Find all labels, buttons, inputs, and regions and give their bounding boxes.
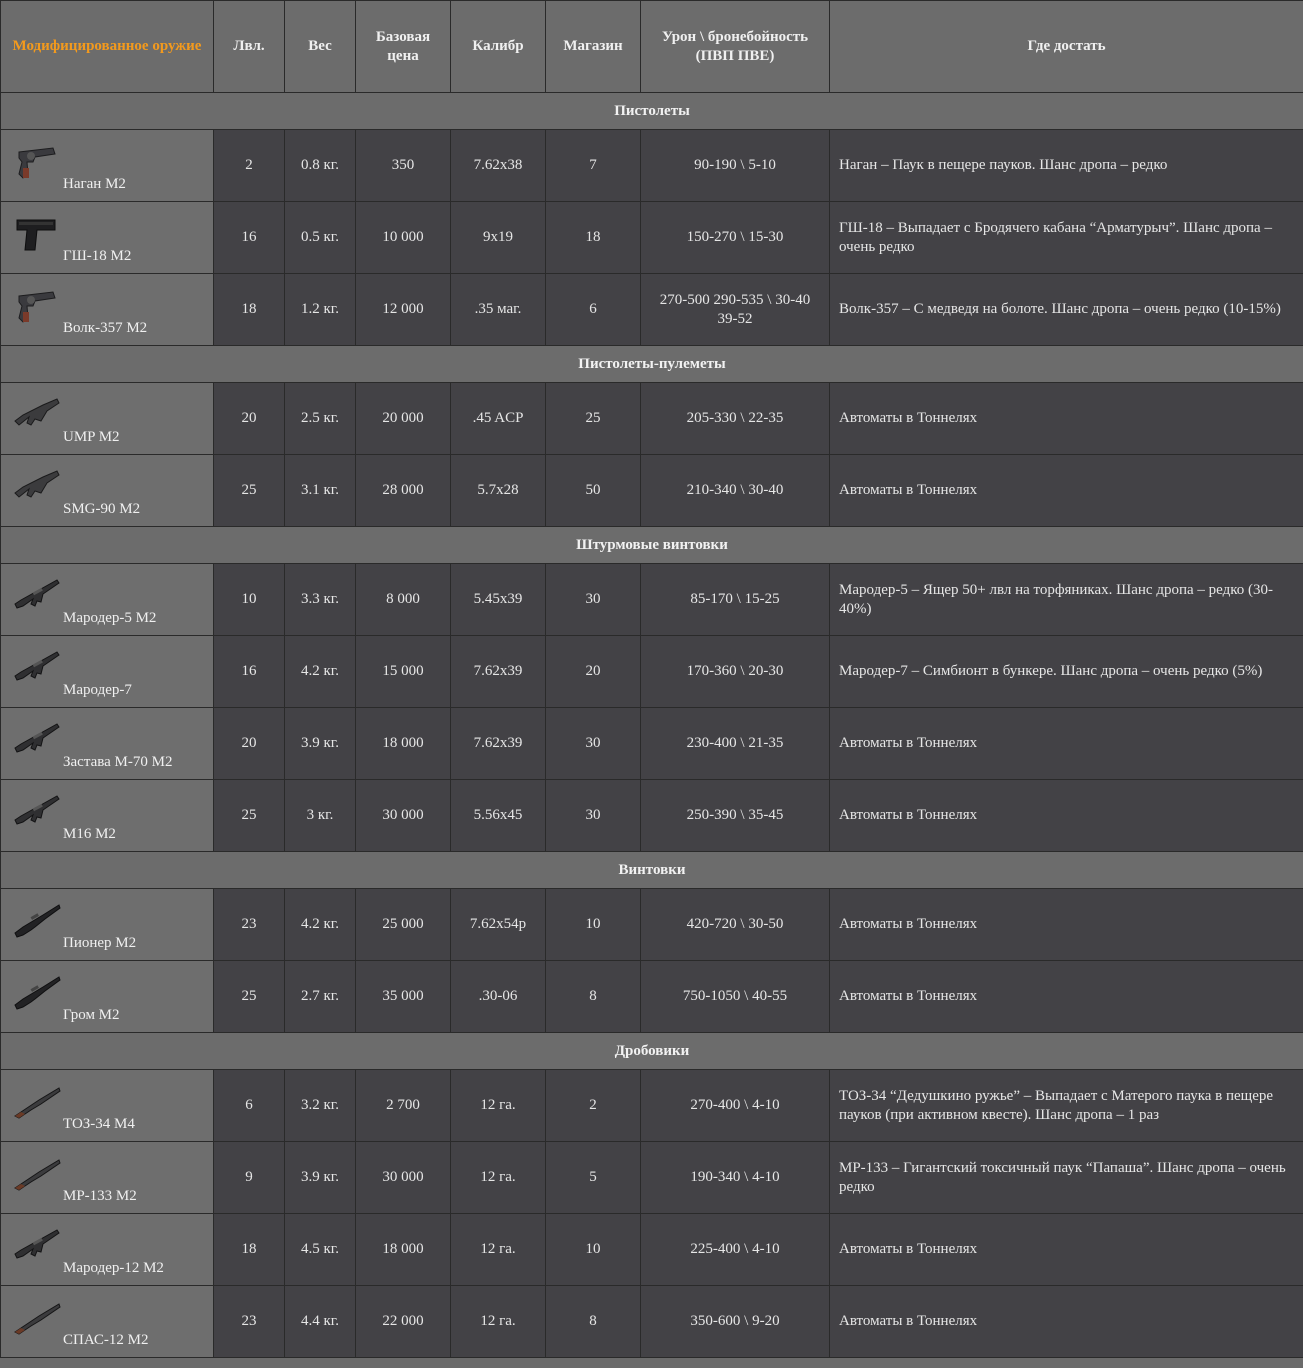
smg-icon [13, 391, 61, 437]
weight-cell: 2.5 кг. [285, 383, 356, 455]
header-magazine: Магазин [546, 1, 641, 93]
weapon-cell [1, 961, 214, 1033]
source-cell: ГШ-18 – Выпадает с Бродячего кабана “Арматурыч”. Шанс дропа – очень редко [830, 202, 1303, 274]
damage-cell: 210-340 \ 30-40 [641, 455, 830, 527]
header-weapon: Модифицированное оружие [1, 1, 214, 93]
price-cell: 350 [356, 130, 451, 202]
weight-cell: 4.2 кг. [285, 889, 356, 961]
category-row [1, 93, 1303, 130]
source-cell: Мародер-7 – Симбионт в бункере. Шанс дропа – очень редко (5%) [830, 636, 1303, 708]
source-cell: Автоматы в Тоннелях [830, 1286, 1303, 1358]
price-cell: 30 000 [356, 780, 451, 852]
weight-cell: 1.2 кг. [285, 274, 356, 346]
source-cell: Мародер-5 – Ящер 50+ лвл на торфяниках. Шанс дропа – редко (30-40%) [830, 564, 1303, 636]
weight-cell: 3 кг. [285, 780, 356, 852]
damage-cell: 150-270 \ 15-30 [641, 202, 830, 274]
source-cell: Автоматы в Тоннелях [830, 961, 1303, 1033]
weapon-name: UMP М2 [63, 429, 120, 445]
category-title: Винтовки [1, 852, 1303, 889]
weight-cell: 4.2 кг. [285, 636, 356, 708]
assault-rifle-icon [13, 788, 61, 834]
table-row [1, 1070, 1303, 1142]
weight-cell: 0.8 кг. [285, 130, 356, 202]
level-cell: 23 [214, 889, 285, 961]
caliber-cell: .35 маг. [451, 274, 546, 346]
table-row [1, 564, 1303, 636]
weapon-cell [1, 455, 214, 527]
magazine-cell: 6 [546, 274, 641, 346]
revolver-icon [13, 138, 61, 184]
level-cell: 2 [214, 130, 285, 202]
pistol-icon [13, 210, 61, 256]
weapon-cell [1, 1070, 214, 1142]
weight-cell: 4.4 кг. [285, 1286, 356, 1358]
header-level: Лвл. [214, 1, 285, 93]
source-cell: ТОЗ-34 “Дедушкино ружье” – Выпадает с Матерого паука в пещере пауков (при активном квесте). Шанс дропа – 1 раз [830, 1070, 1303, 1142]
weapon-name: ГШ-18 М2 [63, 248, 132, 264]
smg-icon [13, 463, 61, 509]
damage-cell: 85-170 \ 15-25 [641, 564, 830, 636]
table-row [1, 889, 1303, 961]
weapon-cell [1, 889, 214, 961]
shotgun-icon [13, 1078, 61, 1124]
table-row [1, 383, 1303, 455]
header-caliber: Калибр [451, 1, 546, 93]
table-row [1, 708, 1303, 780]
category-title: Штурмовые винтовки [1, 527, 1303, 564]
weapon-name: Мародер-7 [63, 682, 132, 698]
level-cell: 20 [214, 708, 285, 780]
source-cell: Автоматы в Тоннелях [830, 780, 1303, 852]
magazine-cell: 2 [546, 1070, 641, 1142]
caliber-cell: 7.62x54р [451, 889, 546, 961]
damage-cell: 750-1050 \ 40-55 [641, 961, 830, 1033]
caliber-cell: .45 ACP [451, 383, 546, 455]
header-damage [641, 1, 830, 93]
table-row [1, 780, 1303, 852]
damage-cell: 190-340 \ 4-10 [641, 1142, 830, 1214]
weapon-name: M16 М2 [63, 826, 116, 842]
table-row [1, 1286, 1303, 1358]
weight-cell: 4.5 кг. [285, 1214, 356, 1286]
source-cell: Автоматы в Тоннелях [830, 455, 1303, 527]
caliber-cell: 5.45x39 [451, 564, 546, 636]
level-cell: 23 [214, 1286, 285, 1358]
weapon-name: Застава М-70 М2 [63, 754, 173, 770]
damage-cell: 230-400 \ 21-35 [641, 708, 830, 780]
price-cell: 25 000 [356, 889, 451, 961]
table-row [1, 1214, 1303, 1286]
caliber-cell: 12 га. [451, 1142, 546, 1214]
price-cell: 2 700 [356, 1070, 451, 1142]
price-cell: 22 000 [356, 1286, 451, 1358]
weapon-cell [1, 780, 214, 852]
category-row [1, 346, 1303, 383]
magazine-cell: 30 [546, 708, 641, 780]
table-row [1, 274, 1303, 346]
weight-cell: 2.7 кг. [285, 961, 356, 1033]
magazine-cell: 18 [546, 202, 641, 274]
level-cell: 25 [214, 455, 285, 527]
price-cell: 30 000 [356, 1142, 451, 1214]
shotgun-icon [13, 1150, 61, 1196]
weapon-cell [1, 636, 214, 708]
category-row [1, 527, 1303, 564]
caliber-cell: 12 га. [451, 1070, 546, 1142]
magazine-cell: 25 [546, 383, 641, 455]
magazine-cell: 5 [546, 1142, 641, 1214]
magazine-cell: 50 [546, 455, 641, 527]
category-row [1, 1033, 1303, 1070]
caliber-cell: 5.7x28 [451, 455, 546, 527]
weapon-name: Гром М2 [63, 1007, 120, 1023]
header-row [1, 1, 1303, 93]
magazine-cell: 30 [546, 780, 641, 852]
price-cell: 18 000 [356, 1214, 451, 1286]
header-damage-title: Урон \ бронебойность [661, 28, 809, 45]
source-cell: Автоматы в Тоннелях [830, 383, 1303, 455]
weight-cell: 3.9 кг. [285, 708, 356, 780]
table-row [1, 202, 1303, 274]
magazine-cell: 8 [546, 961, 641, 1033]
category-row [1, 852, 1303, 889]
weapon-name: Наган М2 [63, 176, 126, 192]
table-row [1, 961, 1303, 1033]
caliber-cell: .30-06 [451, 961, 546, 1033]
caliber-cell: 7.62x39 [451, 708, 546, 780]
assault-rifle-icon [13, 644, 61, 690]
source-cell: Автоматы в Тоннелях [830, 889, 1303, 961]
caliber-cell: 5.56x45 [451, 780, 546, 852]
source-cell: МР-133 – Гигантский токсичный паук “Папаша”. Шанс дропа – очень редко [830, 1142, 1303, 1214]
source-cell: Наган – Паук в пещере пауков. Шанс дропа – редко [830, 130, 1303, 202]
level-cell: 18 [214, 1214, 285, 1286]
weapon-name: Мародер-5 М2 [63, 610, 157, 626]
weapon-name: МР-133 М2 [63, 1188, 137, 1204]
weapon-cell [1, 708, 214, 780]
rifle-icon [13, 897, 61, 943]
source-cell: Автоматы в Тоннелях [830, 708, 1303, 780]
level-cell: 18 [214, 274, 285, 346]
assault-rifle-icon [13, 716, 61, 762]
weapon-name: Пионер М2 [63, 935, 137, 951]
price-cell: 8 000 [356, 564, 451, 636]
weapon-name: ТОЗ-34 М4 [63, 1116, 135, 1132]
caliber-cell: 7.62x39 [451, 636, 546, 708]
shotgun-icon [13, 1294, 61, 1340]
price-cell: 10 000 [356, 202, 451, 274]
weapon-cell [1, 202, 214, 274]
damage-cell: 225-400 \ 4-10 [641, 1214, 830, 1286]
weapon-name: SMG-90 М2 [63, 501, 141, 517]
level-cell: 16 [214, 202, 285, 274]
table-row [1, 130, 1303, 202]
price-cell: 28 000 [356, 455, 451, 527]
assault-rifle-icon [13, 572, 61, 618]
assault-rifle-icon [13, 1222, 61, 1268]
price-cell: 35 000 [356, 961, 451, 1033]
damage-cell: 270-400 \ 4-10 [641, 1070, 830, 1142]
magazine-cell: 10 [546, 1214, 641, 1286]
damage-cell: 170-360 \ 20-30 [641, 636, 830, 708]
magazine-cell: 10 [546, 889, 641, 961]
damage-cell: 90-190 \ 5-10 [641, 130, 830, 202]
weight-cell: 3.1 кг. [285, 455, 356, 527]
weight-cell: 3.3 кг. [285, 564, 356, 636]
table-row [1, 636, 1303, 708]
header-weight: Вес [285, 1, 356, 93]
price-cell: 18 000 [356, 708, 451, 780]
damage-cell: 350-600 \ 9-20 [641, 1286, 830, 1358]
weight-cell: 0.5 кг. [285, 202, 356, 274]
price-cell: 20 000 [356, 383, 451, 455]
weight-cell: 3.9 кг. [285, 1142, 356, 1214]
weapon-name: Волк-357 М2 [63, 320, 148, 336]
level-cell: 25 [214, 780, 285, 852]
weapon-name: Мародер-12 М2 [63, 1260, 164, 1276]
category-title: Пистолеты-пулеметы [1, 346, 1303, 383]
weapon-cell [1, 383, 214, 455]
damage-cell: 420-720 \ 30-50 [641, 889, 830, 961]
weapon-cell [1, 274, 214, 346]
magazine-cell: 7 [546, 130, 641, 202]
level-cell: 25 [214, 961, 285, 1033]
level-cell: 16 [214, 636, 285, 708]
table-row [1, 1142, 1303, 1214]
category-title: Дробовики [1, 1033, 1303, 1070]
caliber-cell: 12 га. [451, 1214, 546, 1286]
weapon-cell [1, 1214, 214, 1286]
magazine-cell: 20 [546, 636, 641, 708]
source-cell: Волк-357 – С медведя на болоте. Шанс дропа – очень редко (10-15%) [830, 274, 1303, 346]
level-cell: 9 [214, 1142, 285, 1214]
weapon-cell [1, 1142, 214, 1214]
table-row [1, 455, 1303, 527]
rifle-icon [13, 969, 61, 1015]
weapon-cell [1, 1286, 214, 1358]
damage-cell: 250-390 \ 35-45 [641, 780, 830, 852]
caliber-cell: 9x19 [451, 202, 546, 274]
header-price: Базовая цена [356, 1, 451, 93]
weapon-name: СПАС-12 М2 [63, 1332, 149, 1348]
header-damage-sub: (ПВП ПВЕ) [695, 47, 775, 64]
magazine-cell: 30 [546, 564, 641, 636]
price-cell: 15 000 [356, 636, 451, 708]
weapon-cell [1, 130, 214, 202]
damage-cell: 205-330 \ 22-35 [641, 383, 830, 455]
source-cell: Автоматы в Тоннелях [830, 1214, 1303, 1286]
caliber-cell: 12 га. [451, 1286, 546, 1358]
caliber-cell: 7.62x38 [451, 130, 546, 202]
price-cell: 12 000 [356, 274, 451, 346]
weight-cell: 3.2 кг. [285, 1070, 356, 1142]
revolver-icon [13, 282, 61, 328]
level-cell: 10 [214, 564, 285, 636]
damage-cell: 270-500 290-535 \ 30-40 39-52 [641, 274, 830, 346]
weapon-cell [1, 564, 214, 636]
magazine-cell: 8 [546, 1286, 641, 1358]
header-source: Где достать [830, 1, 1303, 93]
category-title: Пистолеты [1, 93, 1303, 130]
level-cell: 20 [214, 383, 285, 455]
level-cell: 6 [214, 1070, 285, 1142]
